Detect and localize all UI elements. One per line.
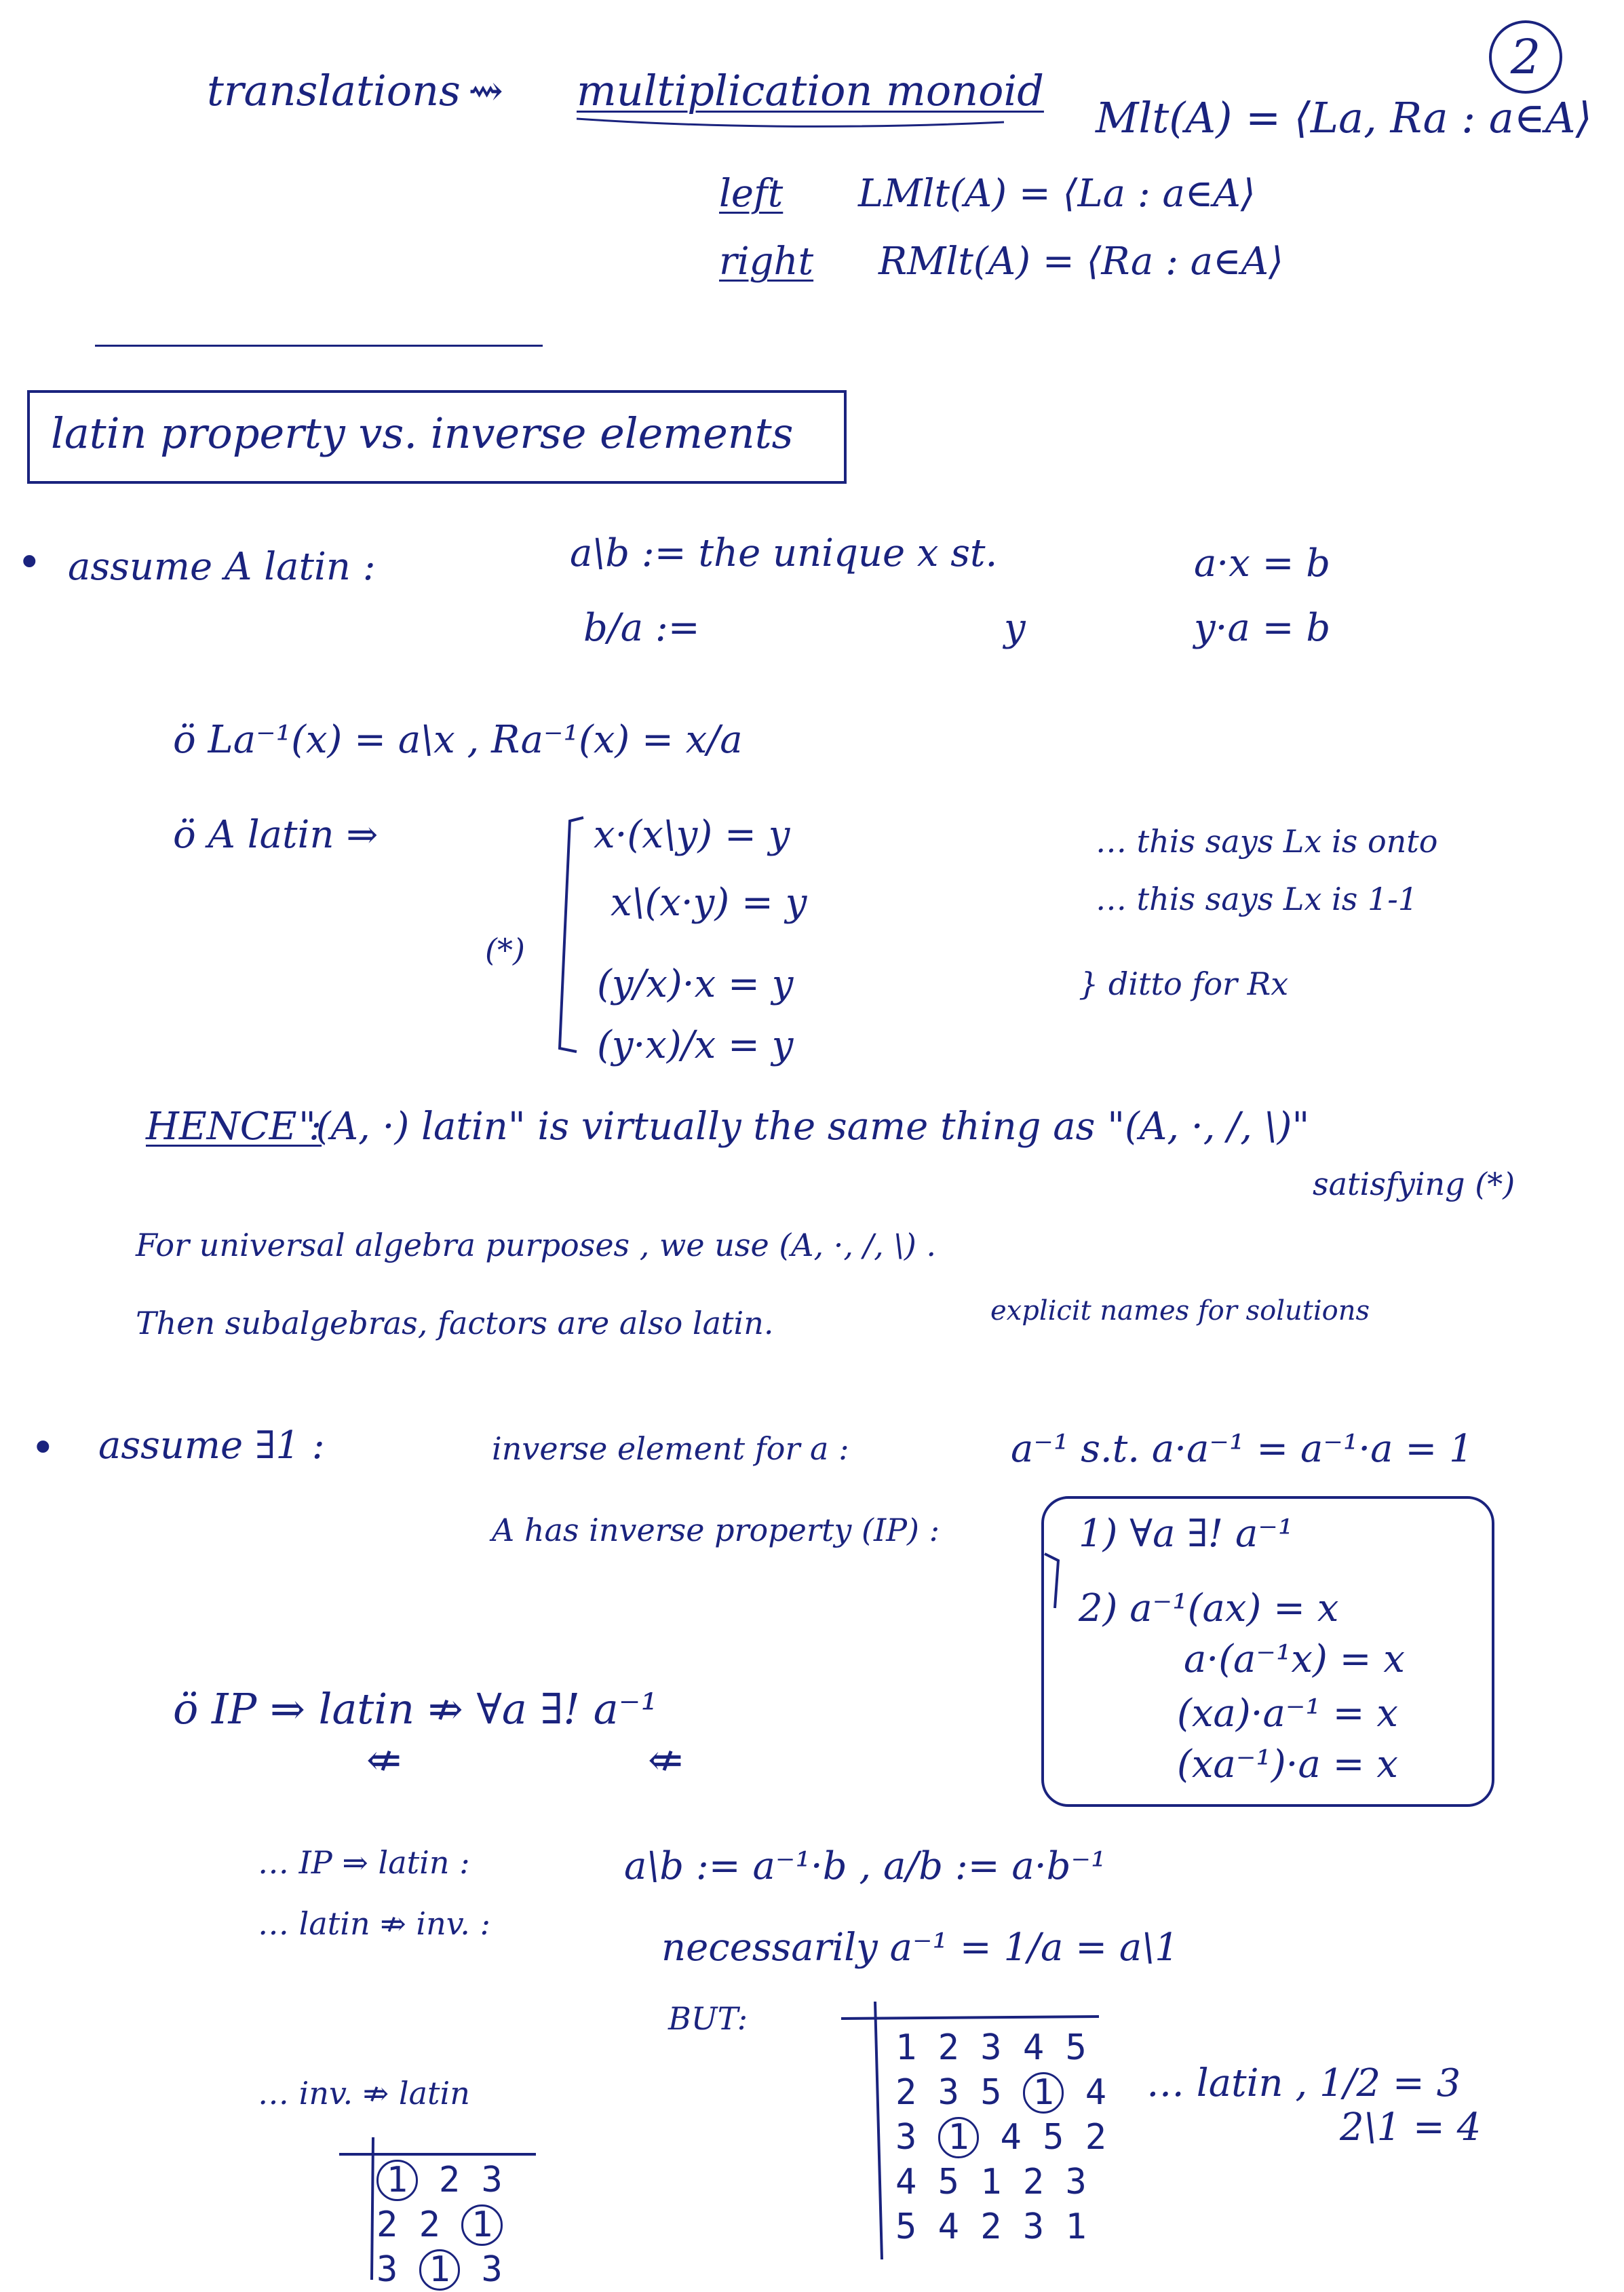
table-big-vertical-axis bbox=[875, 2002, 882, 2259]
rmlt-definition: RMlt(A) = ⟨Ra : a∈A⟩ bbox=[878, 240, 1283, 284]
table-cell: 4 bbox=[1085, 2072, 1107, 2113]
comment-one-to-one: … this says Lx is 1-1 bbox=[1096, 881, 1418, 917]
table-cell: 2 bbox=[1085, 2117, 1107, 2158]
ip-implications: ö IP ⇒ latin ⇏ ∀a ∃! a⁻¹ bbox=[173, 1684, 658, 1734]
leads-to-arrow: ⇝ bbox=[468, 66, 503, 115]
left-label: left bbox=[719, 172, 784, 216]
table-cell: 2 bbox=[937, 2027, 959, 2068]
table-cell: 2 bbox=[1022, 2162, 1045, 2202]
lmlt-definition: LMlt(A) = ⟨La : a∈A⟩ bbox=[858, 172, 1256, 216]
table-cell: 4 bbox=[1000, 2117, 1022, 2158]
table-cell: 1 bbox=[419, 2249, 461, 2291]
ip-brace bbox=[1045, 1554, 1058, 1608]
inverse-definition: a⁻¹ s.t. a·a⁻¹ = a⁻¹·a = 1 bbox=[1011, 1427, 1473, 1471]
right-label: right bbox=[719, 240, 814, 284]
table-cell: 5 bbox=[1043, 2117, 1064, 2158]
identity-1: x·(x\y) = y bbox=[594, 813, 790, 857]
subalgebras-line: Then subalgebras, factors are also latin. bbox=[136, 1305, 774, 1341]
ip-condition-2d: (xa⁻¹)·a = x bbox=[1177, 1742, 1398, 1787]
right-division-y: y bbox=[1004, 606, 1026, 650]
translations-label: translations bbox=[207, 66, 461, 115]
ip-condition-2c: (xa)·a⁻¹ = x bbox=[1177, 1692, 1398, 1736]
not-converse-left: ⇍ bbox=[366, 1735, 402, 1784]
section-title: latin property vs. inverse elements bbox=[51, 408, 794, 458]
right-division-definition: b/a := bbox=[583, 606, 700, 650]
table-cell: 3 bbox=[1065, 2162, 1087, 2202]
mlt-definition: Mlt(A) = ⟨La, Ra : a∈A⟩ bbox=[1096, 93, 1592, 142]
ip-condition-2b: a·(a⁻¹x) = x bbox=[1184, 1637, 1405, 1681]
page-number: 2 bbox=[1489, 20, 1562, 94]
table-cell: 5 bbox=[895, 2207, 917, 2247]
identity-bracket bbox=[560, 818, 583, 1052]
explicit-names-note: explicit names for solutions bbox=[990, 1295, 1370, 1326]
hence-statement: "(A, ·) latin" is virtually the same thing as "(A, ·, /, \)" bbox=[298, 1105, 1310, 1149]
hence-label: HENCE : bbox=[146, 1105, 322, 1149]
ip-condition-1: 1) ∀a ∃! a⁻¹ bbox=[1079, 1512, 1294, 1556]
table-cell: 1 bbox=[376, 2160, 418, 2201]
bullet-latin: • bbox=[17, 537, 42, 587]
table-cell: 2 bbox=[980, 2207, 1002, 2247]
ip-condition-2a: 2) a⁻¹(ax) = x bbox=[1079, 1586, 1339, 1630]
table-cell: 2 bbox=[895, 2072, 917, 2113]
monoid-underline bbox=[577, 119, 1004, 126]
table-cell: 3 bbox=[481, 2249, 503, 2290]
left-division-equation: a·x = b bbox=[1194, 541, 1331, 586]
latin-example-note: … latin , 1/2 = 3 bbox=[1146, 2061, 1461, 2105]
table-cell: 4 bbox=[895, 2162, 917, 2202]
bullet-inverse: • bbox=[31, 1423, 56, 1472]
identity-2: x\(x·y) = y bbox=[611, 881, 807, 925]
monoid-label: multiplication monoid bbox=[577, 66, 1044, 115]
table-cell: 1 bbox=[980, 2162, 1002, 2202]
ip-implies-latin: … IP ⇒ latin : bbox=[258, 1844, 470, 1881]
inv-not-implies-latin: … inv. ⇏ latin bbox=[258, 2075, 470, 2112]
table-cell: 1 bbox=[895, 2027, 917, 2068]
left-division-definition: a\b := the unique x st. bbox=[570, 531, 998, 575]
necessarily-line: necessarily a⁻¹ = 1/a = a\1 bbox=[661, 1926, 1179, 1970]
table-cell: 1 bbox=[1023, 2072, 1064, 2114]
translation-inverses: ö La⁻¹(x) = a\x , Ra⁻¹(x) = x/a bbox=[173, 718, 743, 762]
inverse-element-label: inverse element for a : bbox=[492, 1430, 849, 1467]
identity-4: (y·x)/x = y bbox=[597, 1023, 794, 1067]
table-cell: 1 bbox=[461, 2204, 503, 2246]
table-cell: 5 bbox=[937, 2162, 959, 2202]
table-cell: 1 bbox=[1065, 2207, 1087, 2247]
latin-implies: ö A latin ⇒ bbox=[173, 813, 379, 857]
table-cell: 4 bbox=[1022, 2027, 1045, 2068]
table-cell: 3 bbox=[376, 2249, 398, 2290]
star-label: (*) bbox=[485, 932, 525, 968]
assume-latin: assume A latin : bbox=[68, 545, 376, 589]
table-cell: 4 bbox=[937, 2207, 959, 2247]
latin-example-note-2: 2\1 = 4 bbox=[1340, 2105, 1482, 2150]
universal-algebra-line: For universal algebra purposes , we use (A, ·, /, \) . bbox=[136, 1227, 937, 1263]
table-cell: 2 bbox=[419, 2204, 440, 2245]
table-cell: 3 bbox=[895, 2117, 917, 2158]
table-cell: 3 bbox=[1022, 2207, 1045, 2247]
table-cell: 5 bbox=[980, 2072, 1002, 2113]
table-big-horizontal-axis bbox=[841, 2017, 1099, 2019]
table-cell: 5 bbox=[1065, 2027, 1087, 2068]
table-cell: 2 bbox=[438, 2160, 461, 2200]
satisfying-label: satisfying (*) bbox=[1313, 1166, 1515, 1202]
but-label: BUT: bbox=[668, 2000, 748, 2037]
table-cell: 2 bbox=[376, 2204, 398, 2245]
division-via-inverses: a\b := a⁻¹·b , a/b := a·b⁻¹ bbox=[624, 1844, 1106, 1888]
not-converse-right: ⇍ bbox=[648, 1735, 683, 1784]
comment-ditto: } ditto for Rx bbox=[1079, 966, 1289, 1002]
table-cell: 3 bbox=[937, 2072, 959, 2113]
inverse-property-label: A has inverse property (IP) : bbox=[492, 1512, 940, 1548]
right-division-equation: y·a = b bbox=[1194, 606, 1331, 650]
table-cell: 3 bbox=[980, 2027, 1002, 2068]
comment-onto: … this says Lx is onto bbox=[1096, 823, 1438, 860]
table-small-vertical-axis bbox=[372, 2137, 373, 2280]
latin-not-implies-inv: … latin ⇏ inv. : bbox=[258, 1905, 490, 1942]
assume-identity: assume ∃1 : bbox=[98, 1424, 325, 1468]
table-cell: 1 bbox=[938, 2117, 980, 2158]
identity-3: (y/x)·x = y bbox=[597, 962, 794, 1006]
table-cell: 3 bbox=[481, 2160, 503, 2200]
